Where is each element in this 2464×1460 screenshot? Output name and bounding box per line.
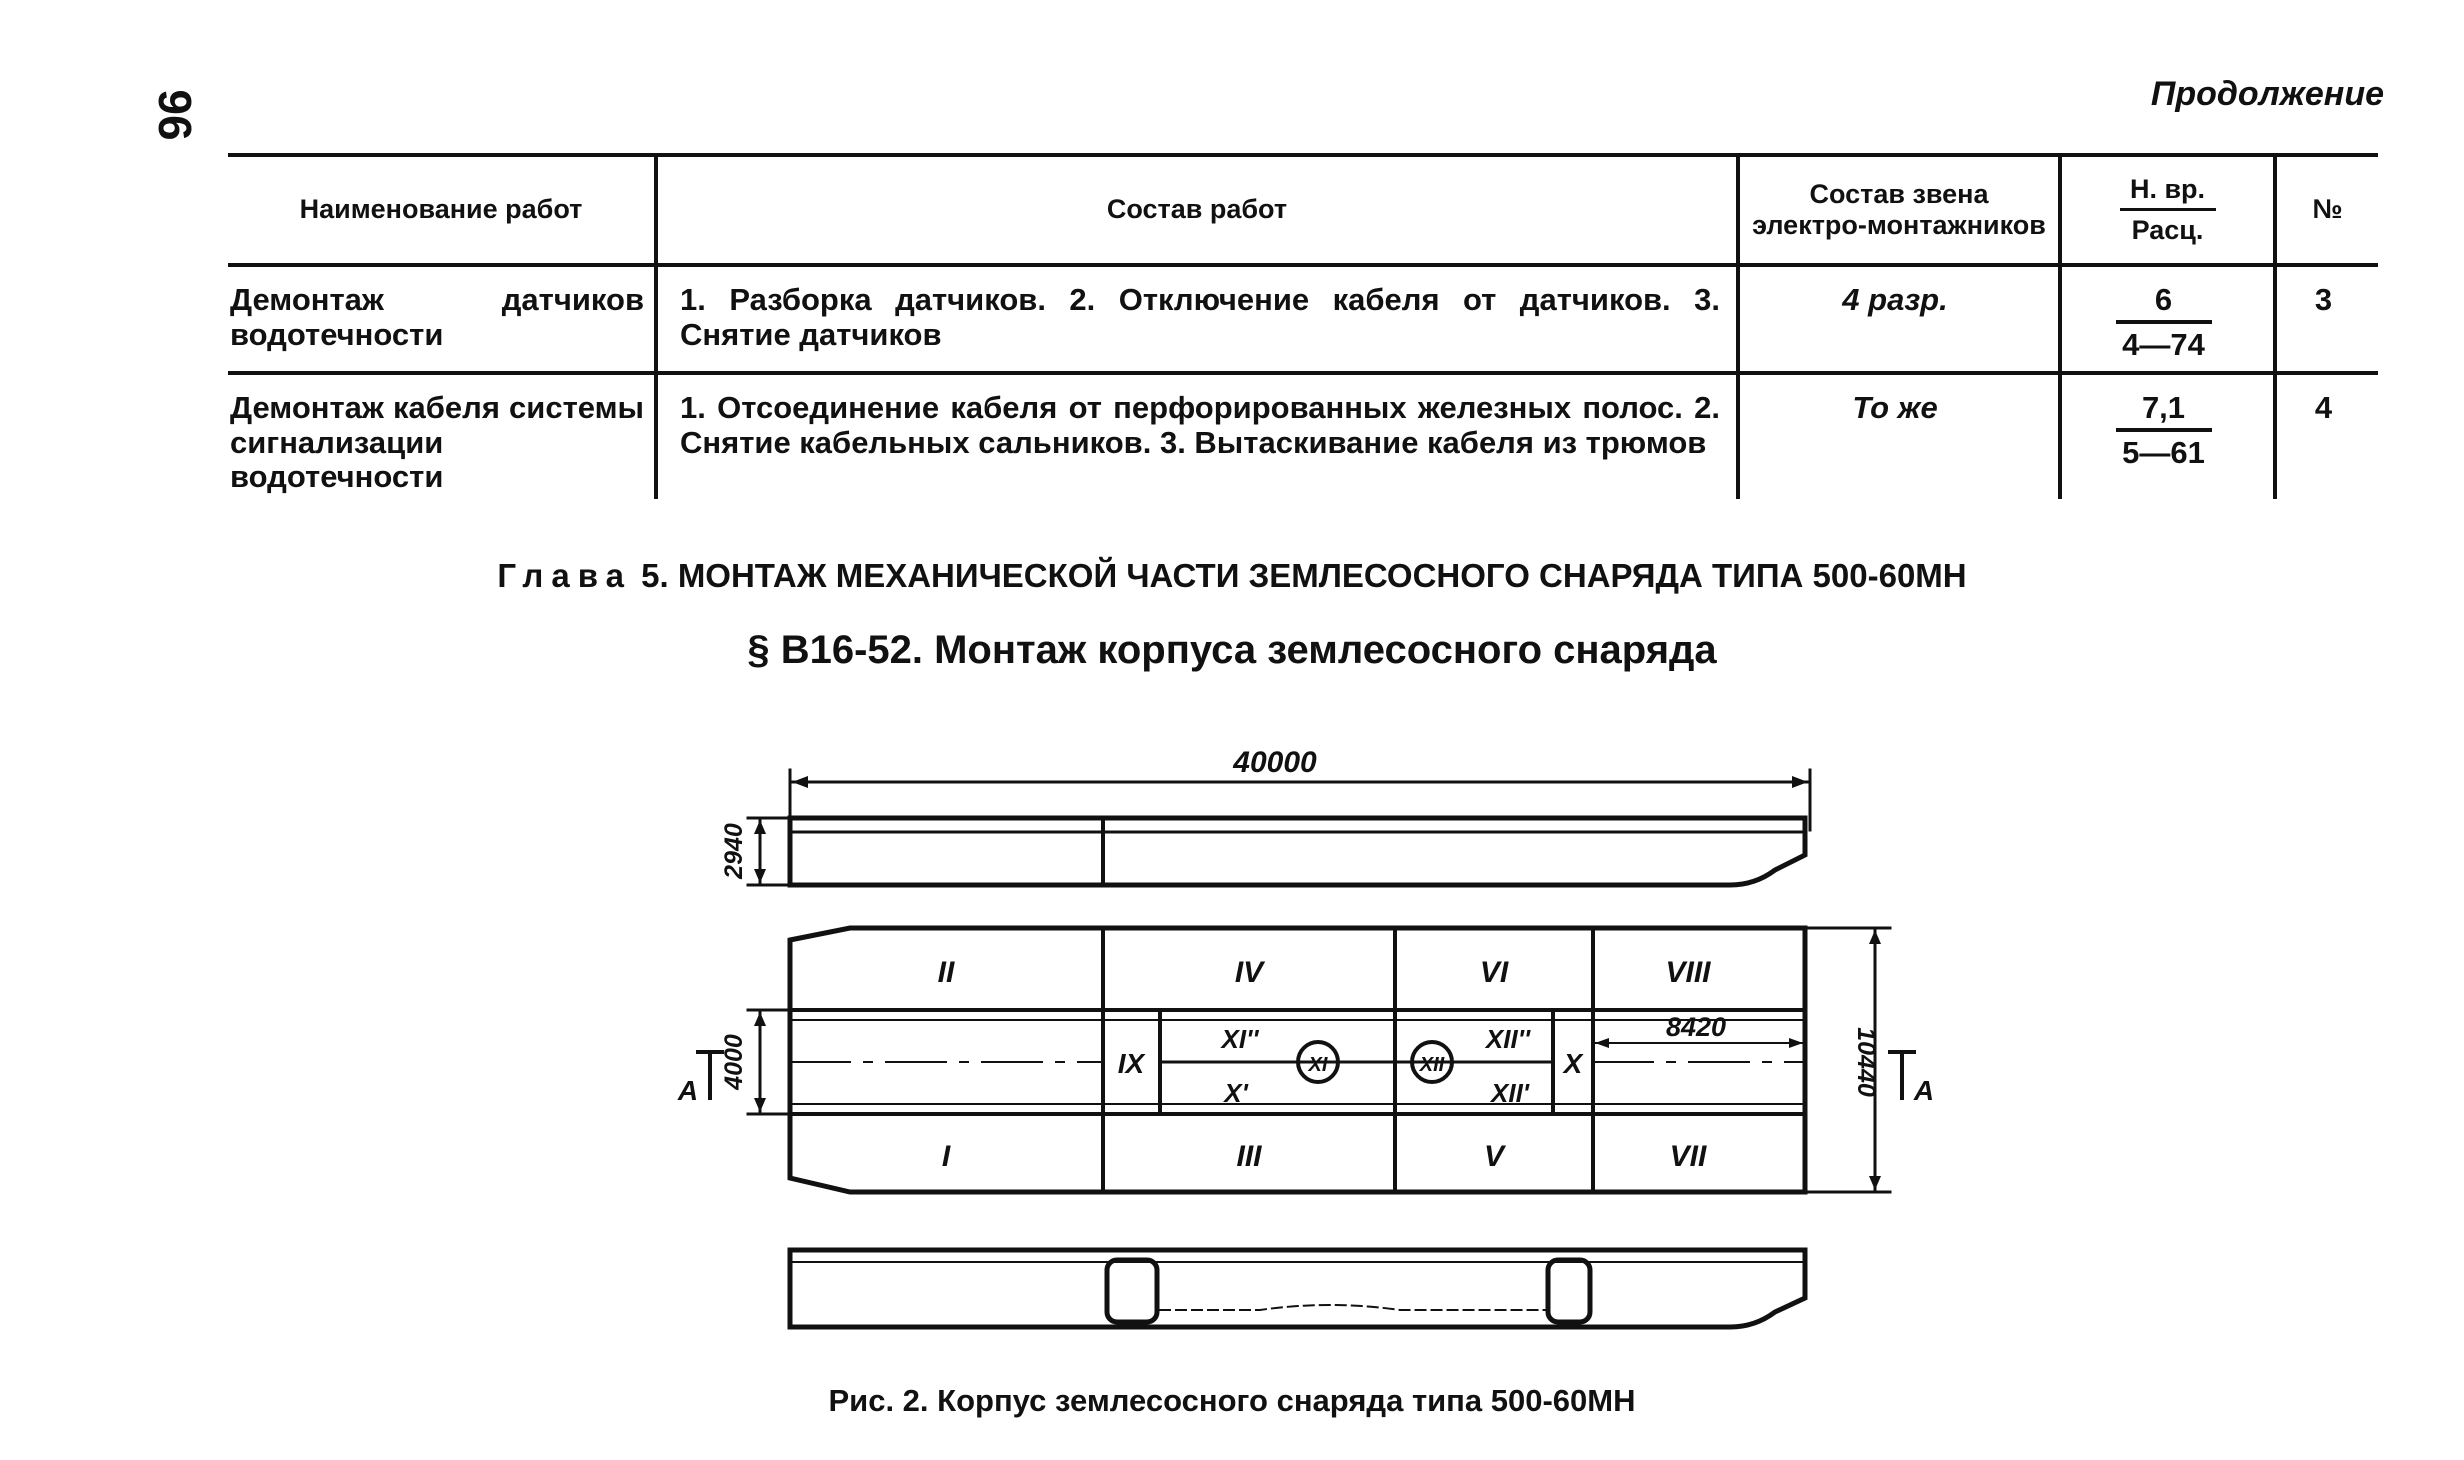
dimension-center-height-label: 4000 [720,1034,748,1090]
dimension-right-part-label: 8420 [1665,1012,1727,1042]
block-label-i: I [941,1140,951,1173]
arrow-head [1869,1176,1881,1190]
header-composition: Состав работ [656,155,1738,265]
arrow-head [1869,930,1881,944]
continuation-label: Продолжение [2150,75,2384,113]
row-crew: То же [1738,373,2060,499]
arrow-head [754,869,766,883]
dimension-top-height-label: 2940 [720,823,748,879]
block-label-viii: VIII [1665,956,1711,989]
norm-time: 7,1 [2116,391,2212,432]
arrow-head [792,776,808,788]
section-mark-right-label: А [1913,1075,1935,1106]
arrow-head [1595,1038,1609,1048]
arrow-head [754,1098,766,1112]
arrow-head [754,1012,766,1026]
chapter-prefix: Глава [497,557,632,594]
header-name: Наименование работ [228,155,656,265]
side-opening-left [1107,1260,1157,1322]
arrow-head [754,820,766,834]
block-label-vi: VI [1479,956,1509,989]
block-label-xii: XII [1419,1054,1445,1076]
row-number: 3 [2275,265,2378,373]
figure-caption: Рис. 2. Корпус землесосного снаряда типа 500-60МН [828,1383,1636,1418]
dimension-length-label: 40000 [1233,746,1317,779]
row-name: Демонтаж кабеля системы сигнализации водотечности [230,390,644,495]
arrow-head [1789,1038,1803,1048]
side-opening-right [1548,1260,1590,1322]
dimension-arrows [754,776,1881,1190]
dimension-total-width-label: 10440 [1852,1027,1880,1097]
norm-time: 6 [2116,283,2212,324]
row-crew: 4 разр. [1738,265,2060,373]
norm-rate: 4—74 [2122,326,2205,362]
section-title: § В16-52. Монтаж корпуса землесосного снаряда [747,628,1717,672]
top-deck-outline [790,818,1805,885]
norm-rate: 5—61 [2122,434,2205,470]
block-label-xi-upper: XI'' [1221,1024,1259,1054]
block-label-v: V [1483,1140,1505,1173]
block-label-xi-lower: X' [1224,1078,1248,1108]
header-number: № [2275,155,2378,265]
row-number: 4 [2275,373,2378,499]
page-number: 96 [149,89,201,141]
side-dashed-line [1160,1305,1545,1310]
header-norm-time: Н. вр. [2120,174,2216,210]
block-label-xi: XI [1308,1054,1328,1076]
block-label-ix: IX [1117,1048,1145,1079]
block-label-xii-lower: XII' [1491,1078,1529,1108]
block-label-x: X [1563,1048,1583,1079]
section-mark-left-label: А [677,1075,699,1106]
block-label-iii: III [1236,1140,1262,1173]
row-composition: 1. Отсоединение кабеля от перфорированных железных полос. 2. Снятие кабельных сальников. 3. Вытаскивание кабеля из трюмов [656,373,1738,499]
block-label-iv: IV [1234,956,1264,989]
block-label-xii-upper: XII'' [1485,1024,1531,1054]
header-crew: Состав звена электро-монтажников [1738,155,2060,265]
chapter-title: 5. МОНТАЖ МЕХАНИЧЕСКОЙ ЧАСТИ ЗЕМЛЕСОСНОГО СНАРЯДА ТИПА 500-60МН [641,557,1967,594]
row-name: Демонтаж датчиков водотечности [228,265,656,373]
row-composition: 1. Разборка датчиков. 2. Отключение кабеля от датчиков. 3. Снятие датчиков [656,265,1738,373]
block-label-vii: VII [1669,1140,1707,1173]
header-norm-rate: Расц. [2131,214,2204,245]
block-label-ii: II [937,956,955,989]
arrow-head [1792,776,1808,788]
